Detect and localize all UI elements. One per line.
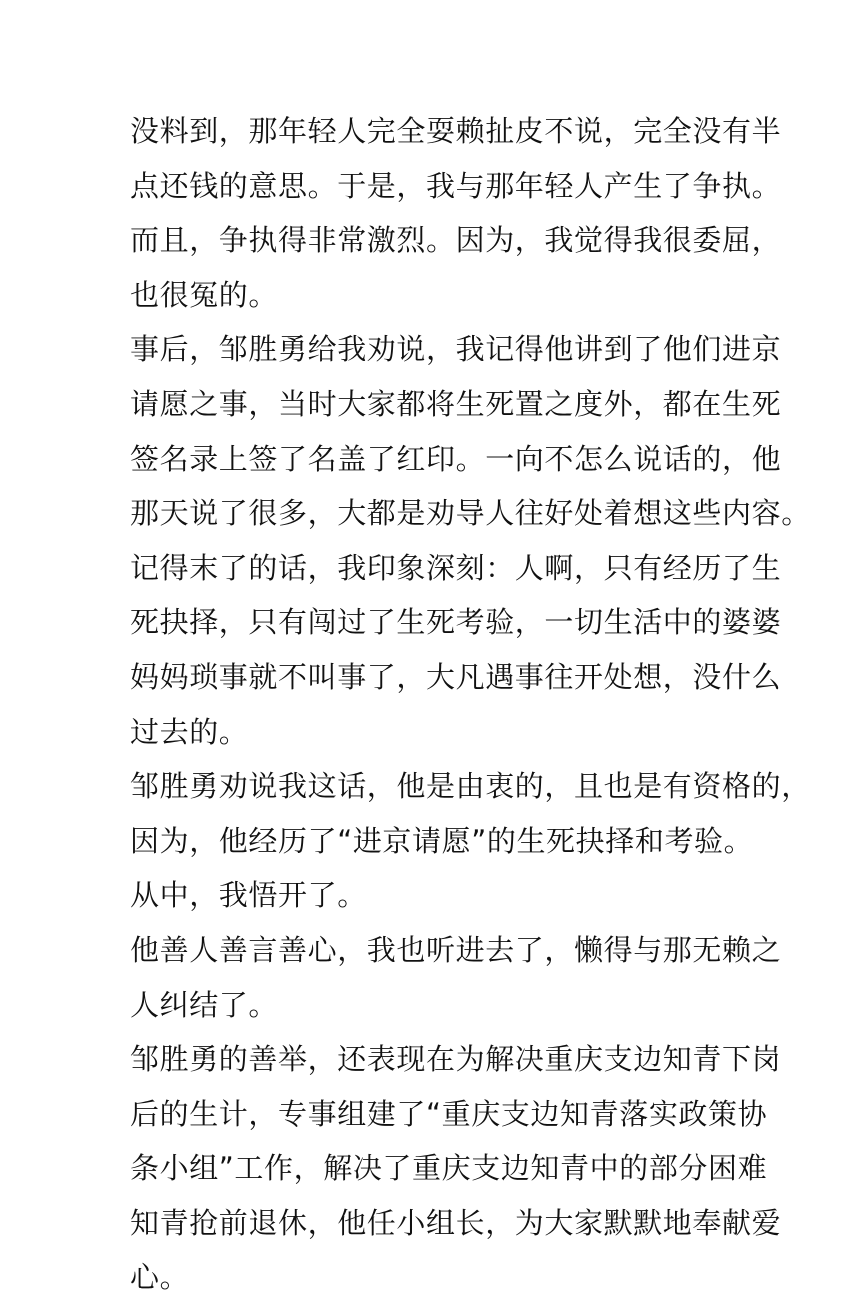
text-line: 妈妈琐事就不叫事了，大凡遇事往开处想，没什么 — [130, 659, 782, 694]
text-line: 记得末了的话，我印象深刻：人啊，只有经历了生 — [130, 550, 782, 585]
text-line: 邹胜勇的善举，还表现在为解决重庆支边知青下岗 — [130, 1042, 782, 1077]
text-line: 没料到，那年轻人完全耍赖扯皮不说，完全没有半 — [130, 114, 782, 148]
text-line: 事后，邹胜勇给我劝说，我记得他讲到了他们进京 — [130, 332, 782, 367]
text-line: 也很冤的。 — [130, 277, 279, 312]
text-line: 因为，他经历了“进京请愿”的生死抉择和考验。 — [130, 823, 754, 858]
text-line: 心。 — [130, 1260, 190, 1295]
text-line: 过去的。 — [130, 714, 249, 749]
text-line: 而且，争执得非常激烈。因为，我觉得我很委屈， — [130, 223, 782, 258]
text-line: 点还钱的意思。于是，我与那年轻人产生了争执。 — [130, 168, 782, 203]
text-line: 条小组”工作，解决了重庆支边知青中的部分困难 — [130, 1151, 768, 1186]
text-line: 死抉择，只有闯过了生死考验，一切生活中的婆婆 — [130, 605, 782, 640]
text-line: 从中，我悟开了。 — [130, 878, 367, 913]
text-line: 他善人善言善心，我也听进去了，懒得与那无赖之 — [130, 932, 782, 967]
text-line: 那天说了很多，大都是劝导人往好处着想这些内容。 — [130, 496, 811, 531]
body-text — [130, 104, 811, 1305]
text-line: 邹胜勇劝说我这话，他是由衷的，且也是有资格的， — [130, 769, 811, 804]
text-line: 签名录上签了名盖了红印。一向不怎么说话的，他 — [130, 441, 782, 476]
text-line: 后的生计，专事组建了“重庆支边知青落实政策协 — [130, 1096, 768, 1131]
text-line: 知青抢前退休，他任小组长，为大家默默地奉献爱 — [130, 1205, 782, 1240]
text-line: 请愿之事，当时大家都将生死置之度外，都在生死 — [130, 386, 782, 421]
text-line: 人纠结了。 — [130, 987, 279, 1022]
